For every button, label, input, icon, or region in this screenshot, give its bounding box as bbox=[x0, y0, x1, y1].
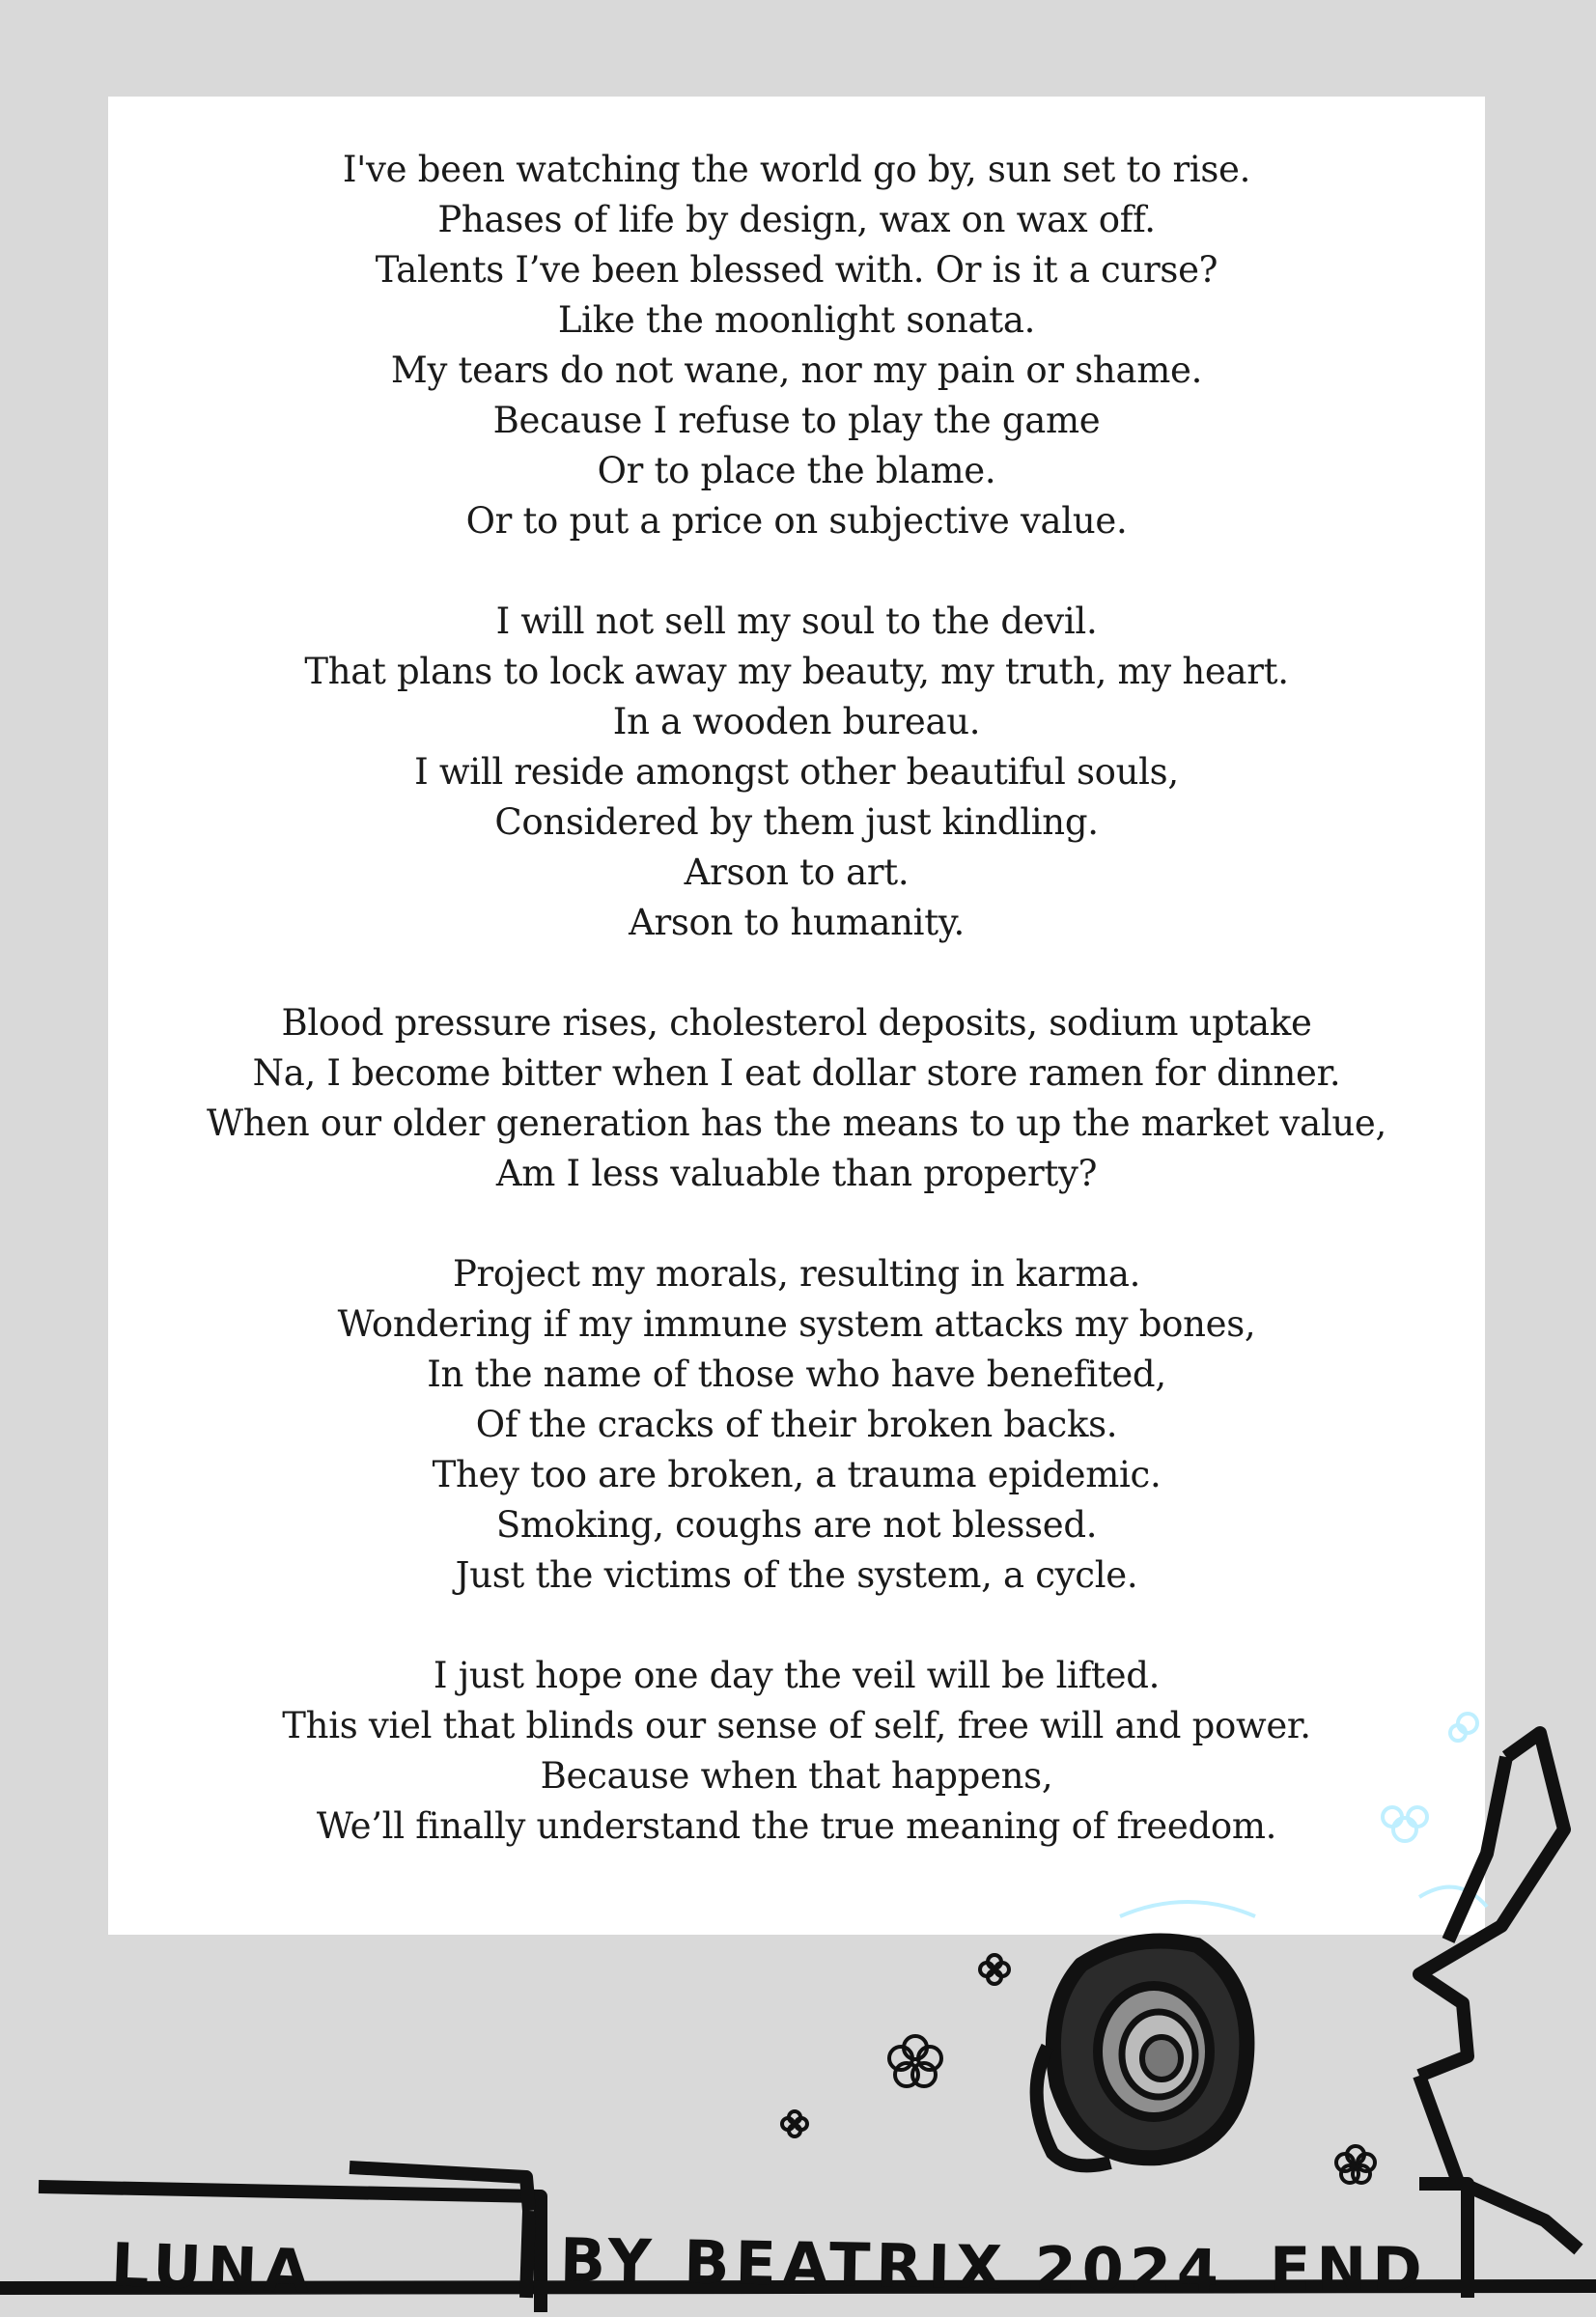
poem-line: Because when that happens, bbox=[540, 1755, 1053, 1797]
poem-line: We’ll finally understand the true meaning of freedom. bbox=[316, 1805, 1277, 1847]
poem-line: Am I less valuable than property? bbox=[495, 1153, 1098, 1194]
poem-line: Arson to humanity. bbox=[629, 902, 965, 943]
vortex-icon bbox=[1037, 1941, 1247, 2166]
poem-line: Blood pressure rises, cholesterol deposits, sodium uptake bbox=[281, 1002, 1312, 1044]
poem-page bbox=[108, 97, 1485, 1935]
poem-line: Arson to art. bbox=[684, 851, 910, 893]
poem-line: Na, I become bitter when I eat dollar store ramen for dinner. bbox=[252, 1052, 1341, 1094]
poem-line: In a wooden bureau. bbox=[612, 701, 981, 742]
poem-stanza bbox=[108, 1651, 1485, 1852]
poem-stanza bbox=[108, 597, 1485, 948]
poem-line: I just hope one day the veil will be lifted. bbox=[433, 1655, 1161, 1696]
poem-line: They too are broken, a trauma epidemic. bbox=[432, 1454, 1162, 1495]
poem-line: When our older generation has the means to up the market value, bbox=[207, 1103, 1386, 1144]
poem-line: Smoking, coughs are not blessed. bbox=[495, 1504, 1098, 1546]
poem-line: Because I refuse to play the game bbox=[492, 400, 1101, 441]
poem-line: Phases of life by design, wax on wax off. bbox=[437, 199, 1156, 240]
banner-author: BY BEATRIX 2024 bbox=[559, 2224, 1225, 2307]
poem-stanza bbox=[108, 145, 1485, 546]
poem-line: My tears do not wane, nor my pain or shame. bbox=[390, 349, 1203, 391]
poem-line: Just the victims of the system, a cycle. bbox=[455, 1554, 1138, 1596]
poem-line: I will reside amongst other beautiful souls, bbox=[414, 751, 1179, 793]
poem-line: This viel that blinds our sense of self, free will and power. bbox=[282, 1705, 1311, 1746]
poem-body bbox=[108, 145, 1485, 1902]
poem-line: In the name of those who have benefited, bbox=[427, 1354, 1166, 1395]
banner-end: END bbox=[1270, 2234, 1428, 2304]
poem-line: Project my morals, resulting in karma. bbox=[452, 1253, 1141, 1295]
poem-line: I've been watching the world go by, sun set to rise. bbox=[342, 149, 1251, 190]
name-banner bbox=[0, 2167, 1596, 2312]
banner-title: LUNA bbox=[109, 2229, 317, 2307]
poem-line: Talents I’ve been blessed with. Or is it a curse? bbox=[375, 249, 1218, 291]
doodle-flowers-icon bbox=[782, 1955, 1375, 2183]
poem-line: That plans to lock away my beauty, my truth, my heart. bbox=[304, 651, 1289, 692]
poem-line: Considered by them just kindling. bbox=[494, 801, 1099, 843]
poem-line: Wondering if my immune system attacks my bones, bbox=[337, 1303, 1256, 1345]
poem-stanza bbox=[108, 998, 1485, 1199]
poem-line: Of the cracks of their broken backs. bbox=[475, 1404, 1118, 1445]
poem-line: I will not sell my soul to the devil. bbox=[495, 600, 1098, 642]
poem-line: Like the moonlight sonata. bbox=[557, 299, 1036, 341]
poem-line: Or to put a price on subjective value. bbox=[465, 500, 1128, 542]
poem-stanza bbox=[108, 1249, 1485, 1601]
poem-line: Or to place the blame. bbox=[597, 450, 996, 491]
